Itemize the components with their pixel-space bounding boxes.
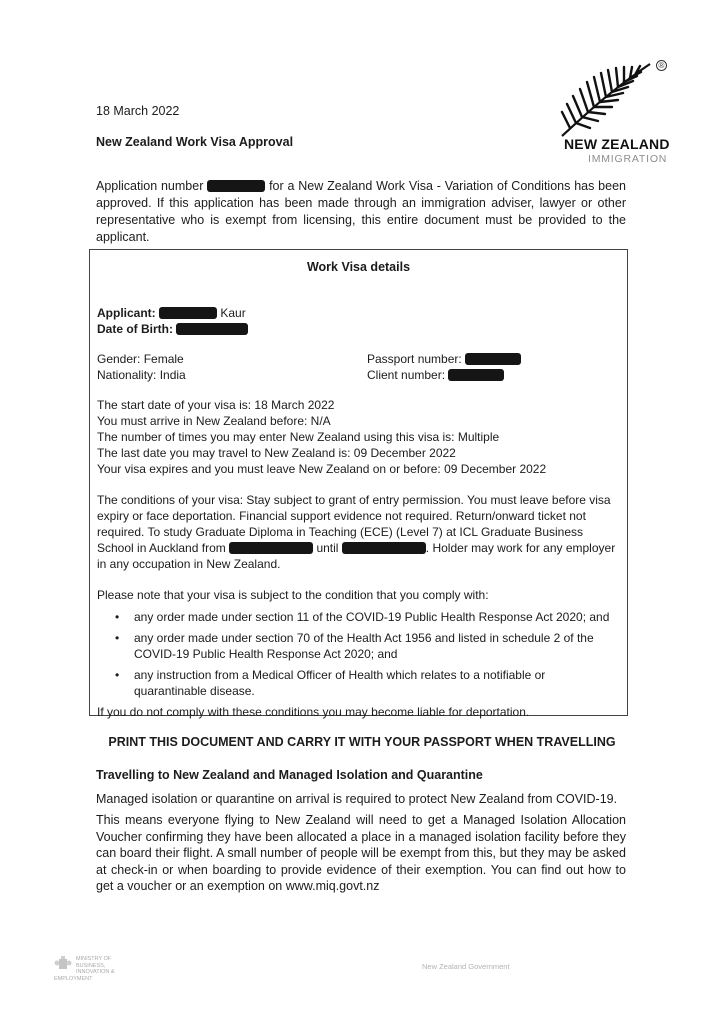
- visa-date-line: You must arrive in New Zealand before: N/A: [97, 414, 331, 428]
- letter-subject: New Zealand Work Visa Approval: [96, 135, 294, 149]
- dob-row: [97, 321, 248, 337]
- logo-text-new-zealand: NEW ZEALAND: [564, 136, 670, 152]
- redaction-client-number: [448, 369, 504, 381]
- details-title: Work Visa details: [306, 260, 411, 274]
- compliance-note: [97, 587, 617, 720]
- deportation-warning: If you do not comply with these conditions you may become liable for deportation.: [97, 705, 530, 719]
- nz-government-footer: New Zealand Government: [422, 962, 510, 971]
- nationality: Nationality: India: [97, 368, 186, 382]
- intro-text-end: for a New Zealand Work Visa - Variation of Conditions has been approved. If this application has been made through an immigration adviser, lawyer or other representative who is exempt from licensing, this entire document must be provided to the applicant.: [96, 179, 626, 244]
- letter-date: 18 March 2022: [96, 104, 180, 118]
- client-row: [367, 367, 504, 383]
- condition-item: • any instruction from a Medical Officer of Health which relates to a notifiable or quarantinable disease.: [97, 667, 617, 699]
- visa-date-line: The start date of your visa is: 18 March 2022: [97, 398, 335, 412]
- travel-paragraph-1: Managed isolation or quarantine on arrival is required to protect New Zealand from COVID-19.: [96, 792, 618, 806]
- mbie-line-1: MINISTRY OF BUSINESS,: [76, 956, 112, 969]
- intro-paragraph: [96, 178, 626, 246]
- mbie-line-2: INNOVATION & EMPLOYMENT: [54, 969, 115, 982]
- condition-item: • any order made under section 70 of the Health Act 1956 and listed in schedule 2 of the COVID-19 Public Health Response Act 2020; and: [97, 630, 617, 662]
- print-notice: PRINT THIS DOCUMENT AND CARRY IT WITH YOUR PASSPORT WHEN TRAVELLING: [108, 735, 616, 749]
- redaction-dob: [176, 323, 248, 335]
- redaction-study-start-date: [229, 542, 313, 554]
- travel-paragraph-2: This means everyone flying to New Zealand will need to get a Managed Isolation Allocation Voucher confirming they have been allocated a place in a managed isolation facility before they can board their flight. A small number of people will be exempt from this, but they may be asked at check-in or when boarding to provide evidence of their exemption. You can find out how to get a voucher or an exemption on www.miq.govt.nz: [96, 813, 626, 893]
- condition-list: [97, 609, 617, 699]
- dob-label: Date of Birth:: [97, 322, 173, 336]
- travel-heading: Travelling to New Zealand and Managed Isolation and Quarantine: [96, 768, 483, 782]
- redaction-applicant-name: [159, 307, 217, 319]
- conditions-until: until: [316, 541, 339, 555]
- redaction-passport-number: [465, 353, 521, 365]
- registered-mark: ®: [656, 60, 667, 71]
- gender: Gender: Female: [97, 352, 184, 366]
- note-intro: Please note that your visa is subject to the condition that you comply with:: [97, 588, 489, 602]
- redaction-application-number: [207, 180, 265, 192]
- visa-conditions: [97, 492, 617, 572]
- condition-item: • any order made under section 11 of the COVID-19 Public Health Response Act 2020; and: [97, 609, 617, 625]
- conditions-text-2: . Holder may work for any employer in any occupation in New Zealand.: [97, 541, 616, 571]
- silver-fern-icon: [556, 60, 656, 138]
- nz-immigration-logo: [556, 60, 670, 165]
- applicant-row: [97, 305, 246, 321]
- visa-date-line: The last date you may travel to New Zealand is: 09 December 2022: [97, 446, 456, 460]
- passport-row: [367, 351, 521, 367]
- client-label: Client number:: [367, 368, 446, 382]
- redaction-study-end-date: [342, 542, 426, 554]
- visa-dates: [97, 397, 546, 477]
- visa-date-line: The number of times you may enter New Zealand using this visa is: Multiple: [97, 430, 500, 444]
- intro-text-start: Application number: [96, 179, 204, 193]
- conditions-text-1: The conditions of your visa: Stay subject to grant of entry permission. You must leave before visa expiry or face deportation. Financial support evidence not required. Return/onward ticket not required. To study Graduate Diploma in Teaching (ECE) (Level 7) at ICL Graduate Business School in Auckland from: [97, 493, 611, 555]
- mbie-footer-logo: [54, 956, 133, 982]
- applicant-surname: Kaur: [220, 306, 246, 320]
- work-visa-details-box: [89, 249, 628, 719]
- coat-of-arms-icon: [54, 956, 72, 972]
- visa-date-line: Your visa expires and you must leave New Zealand on or before: 09 December 2022: [97, 462, 547, 476]
- passport-label: Passport number:: [367, 352, 462, 366]
- logo-text-immigration: IMMIGRATION: [588, 153, 668, 165]
- applicant-label: Applicant:: [97, 306, 156, 320]
